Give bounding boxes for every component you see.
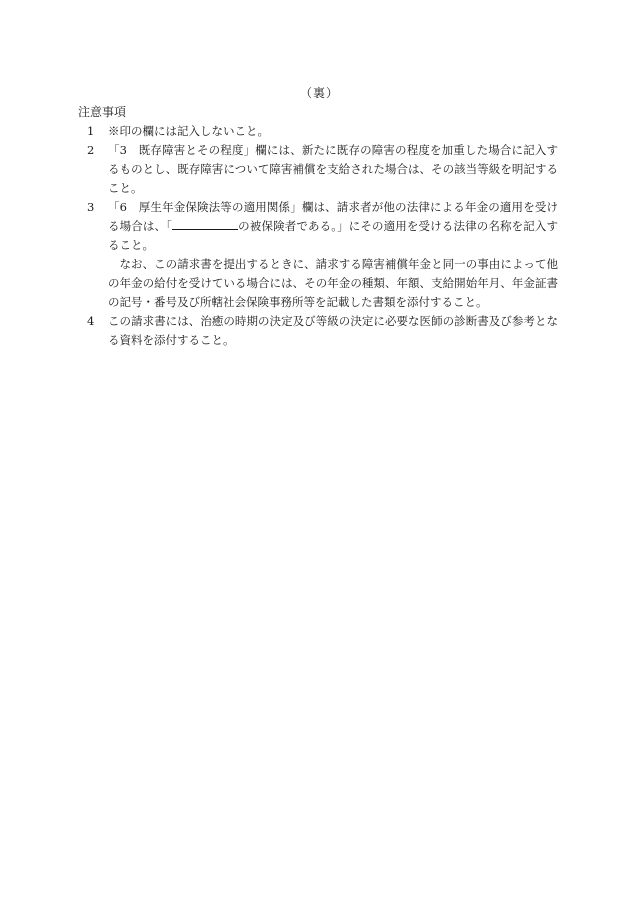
note-number: 4	[87, 314, 95, 328]
note-text: 「3 既存障害とその程度」欄には、新たに既存の障害の程度を加重した場合に記入するものとし、既存障害について障害補償を支給された場合は、その該当等級を明記すること。	[108, 143, 558, 195]
note-item-2	[78, 141, 558, 198]
page-side-label: （裏）	[300, 86, 340, 100]
note-number: 2	[87, 143, 95, 157]
note-item-3	[78, 198, 558, 312]
note-text-supplement: なお、この請求書を提出するときに、請求する障害補償年金と同一の事由によって他の年金の給付を受けている場合には、その年金の種類、年額、支給開始年月、年金証書の記号・番号及び所轄社会保険事務所等を記載した書類を添付すること。	[108, 257, 558, 309]
note-item-1	[78, 122, 558, 141]
note-number: 1	[87, 124, 95, 138]
note-text-after-blank: の被保険者である。」にその適用を受ける法律の名称を記入すること。	[108, 219, 558, 252]
note-number: 3	[87, 200, 95, 214]
note-text: ※印の欄には記入しないこと。	[108, 124, 269, 138]
notes-heading: 注意事項	[78, 105, 127, 119]
note-item-4	[78, 312, 558, 350]
notes-list	[78, 122, 558, 350]
note-text	[108, 198, 558, 255]
note-text-before-blank: 「6 厚生年金保険法等の適用関係」欄は、請求者が他の法律による年金の適用を受ける場合は、「	[108, 200, 558, 233]
note-text: この請求書には、治癒の時期の決定及び等級の決定に必要な医師の診断書及び参考となる資料を添付すること。	[108, 314, 558, 347]
fill-in-blank-line	[172, 218, 238, 230]
